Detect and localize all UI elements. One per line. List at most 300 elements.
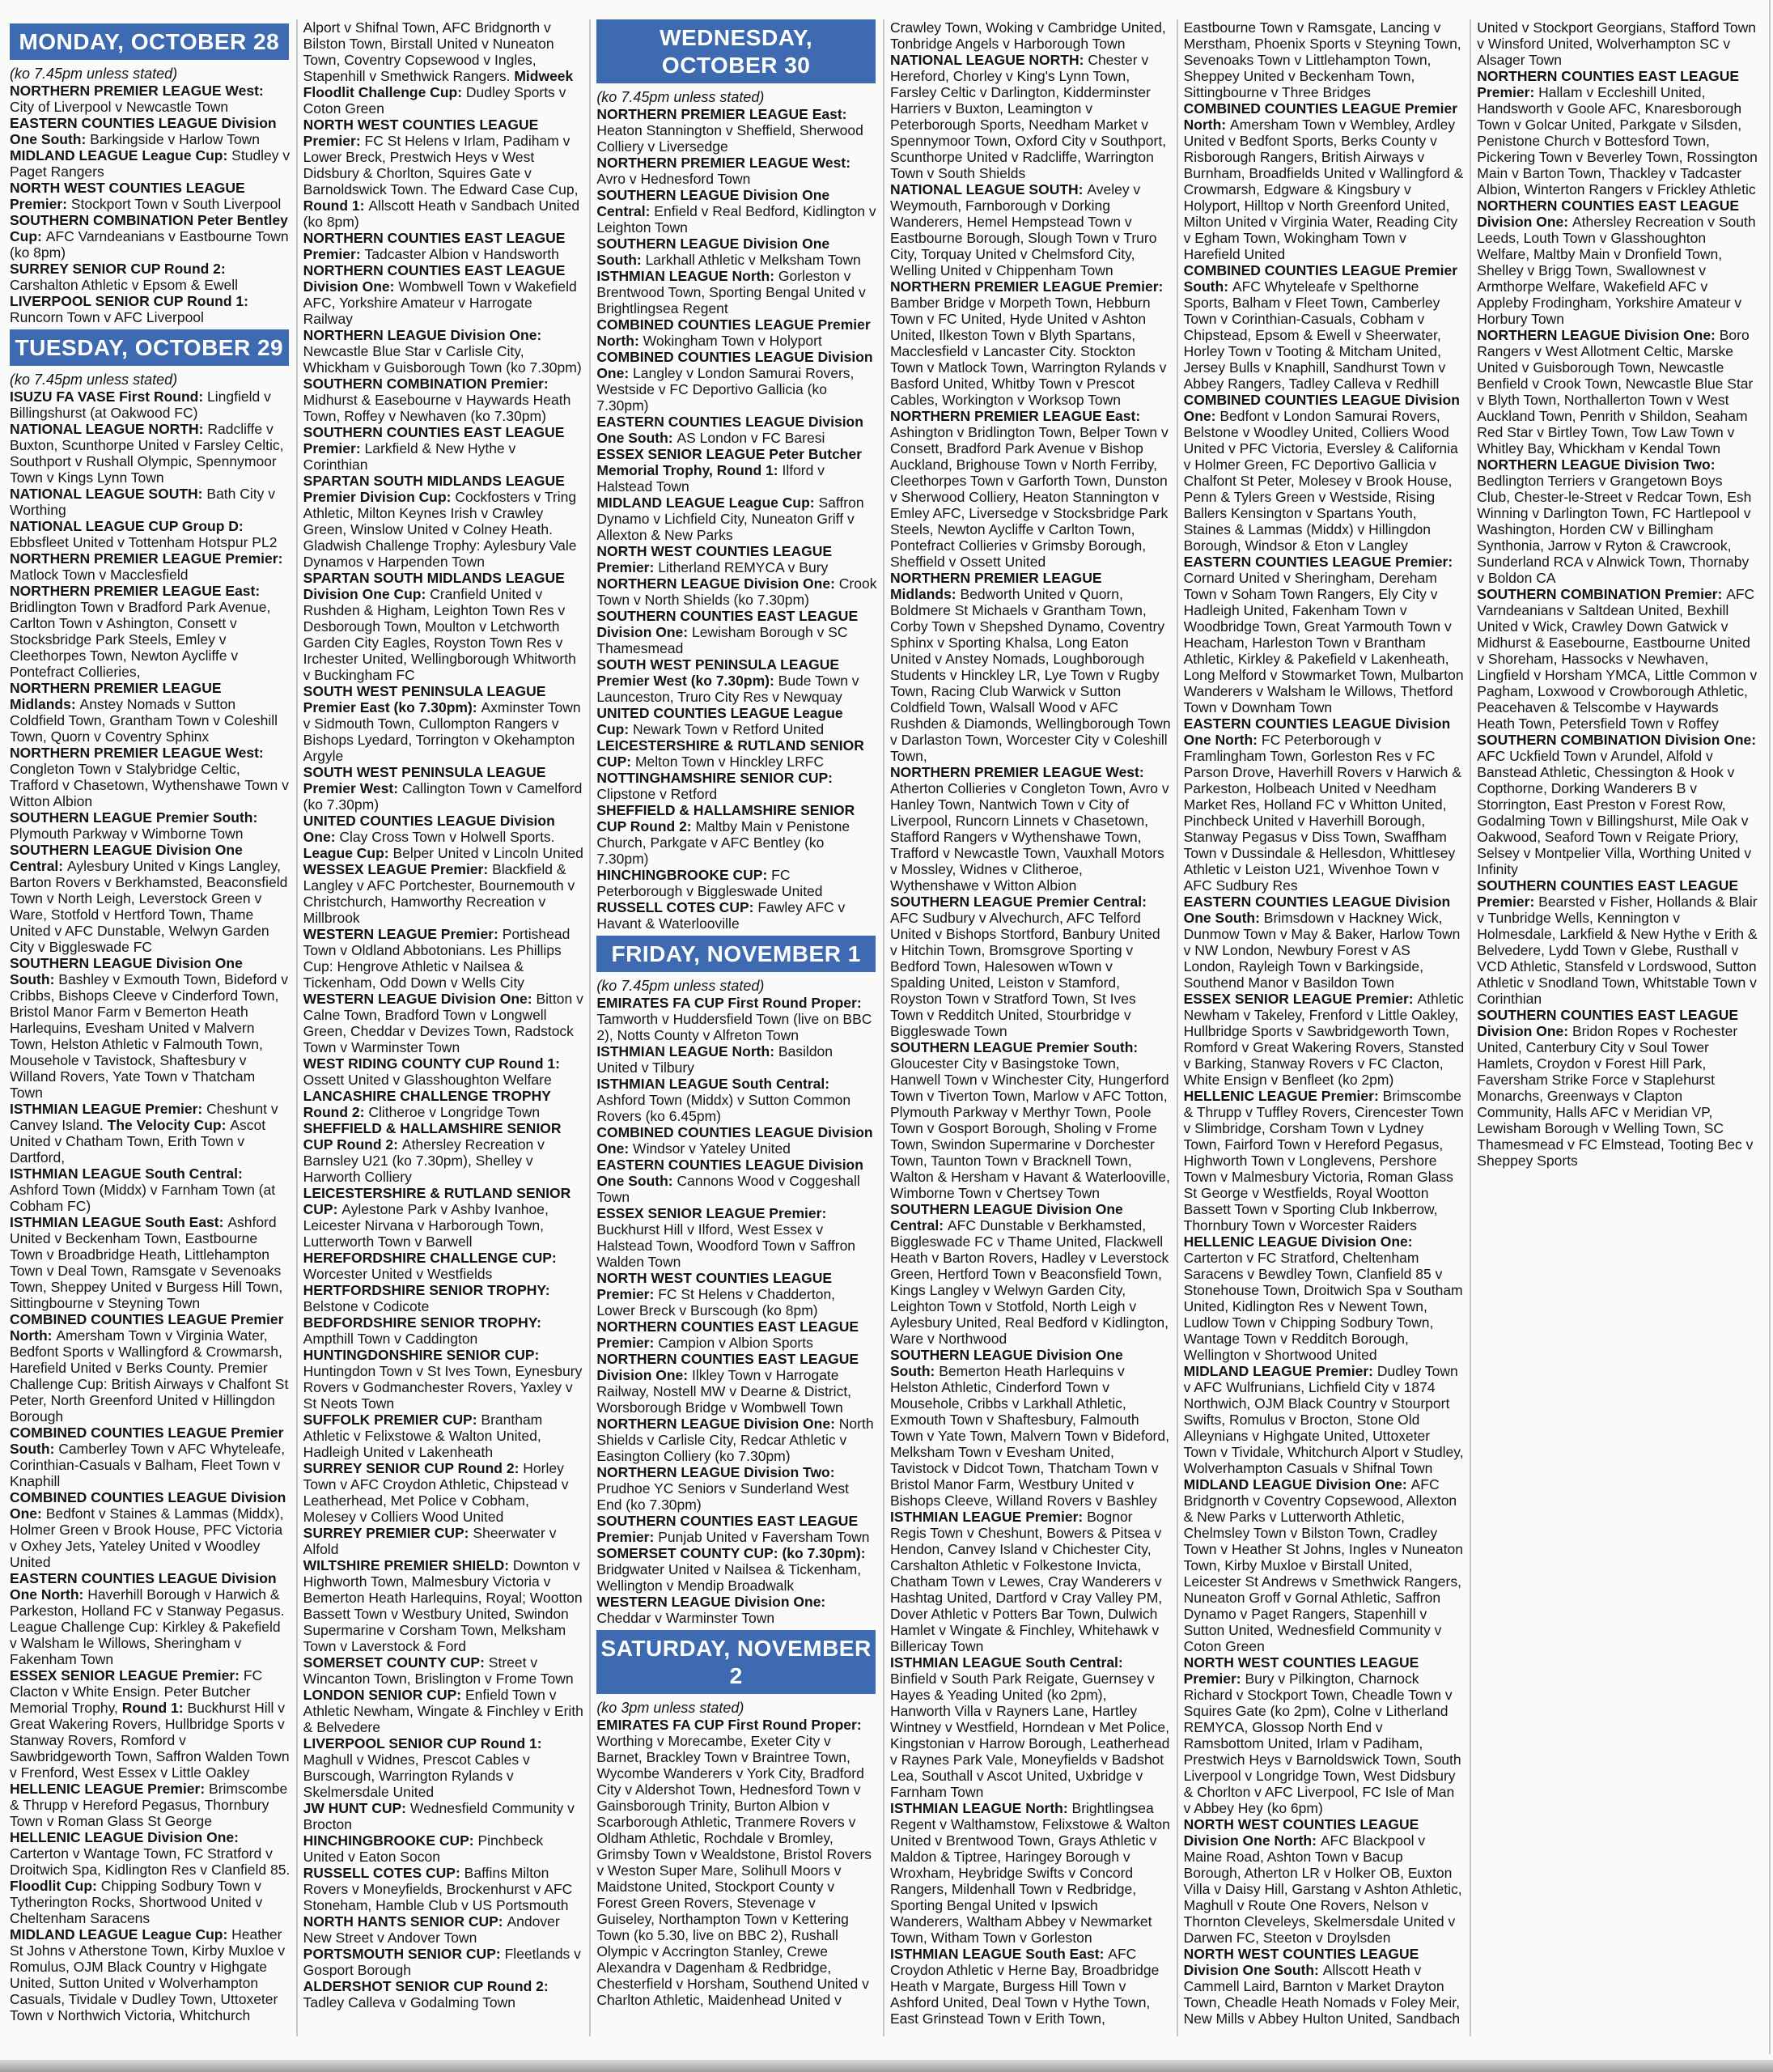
fixtures-text: AFC Whyteleafe v Spelthorne Sports, Balham v Fleet Town, Camberley Town v Corinthian-Casuals, Cobham v Chipstead, Epsom & Ewell v Sheerwater, Horley Town v Tooting & Mitcham United, Jersey Bulls v Knaphill, Sandhurst Town v Abbey Rangers, Tadley Calleva v Redhill <box>1183 278 1446 392</box>
fixtures-text: Fleetlands v Gosport Borough <box>303 1946 581 1978</box>
fixture-entry <box>890 278 1171 408</box>
league-label: League Cup: <box>303 845 393 861</box>
fixtures-text: Bude Town v Launceston, Truro City Res v Newquay <box>596 673 859 705</box>
fixtures-text: Radcliffe v Buxton, Scunthorpe United v Farsley Celtic, Southport v Rushall Olympic, Spennymoor Town v Kings Lynn Town <box>10 421 284 486</box>
fixture-entry <box>10 147 291 180</box>
fixtures-text: Cornard United v Sheringham, Dereham Town v Soham Town Rangers, Ely City v Hadleigh United, Fakenham Town v Woodbridge Town, Great Yarmouth Town v Heacham, Harleston Town v Brantham Athletic, Kirkley & Pakefield v Lakenheath, Long Melford v Stowmarket Town, Mulbarton Wanderers v Walsham le Willows, Thetford Town v Downham Town <box>1183 570 1464 715</box>
fixture-entry <box>10 388 291 421</box>
fixtures-text: Congleton Town v Stalybridge Celtic, Trafford v Chasetown, Wythenshawe Town v Witton Albion <box>10 761 289 809</box>
league-label: HUNTINGDONSHIRE SENIOR CUP: <box>303 1347 540 1363</box>
fixture-entry <box>303 926 584 991</box>
fixtures-text: City of Liverpool v Newcastle Town <box>10 99 229 115</box>
fixtures-text: Bridlington Town v Bradford Park Avenue, Carlton Town v Ashington, Consett v Stocksbridge Park Steels, Emley v Cleethorpes Town, Newton Aycliffe v Pontefract Collieries, <box>10 599 271 680</box>
kickoff-note: (ko 7.45pm unless stated) <box>10 372 178 388</box>
fixture-entry <box>1477 456 1758 586</box>
league-label: HINCHINGBROOKE CUP: <box>596 867 772 883</box>
fixture-entry <box>596 1076 877 1124</box>
fixture-entry <box>303 1055 584 1088</box>
fixtures-text: Andover New Street v Andover Town <box>303 1913 560 1946</box>
league-label: LONDON SENIOR CUP: <box>303 1687 465 1703</box>
fixtures-text: AFC Croydon Athletic v Herne Bay, Broadbridge Heath v Margate, Burgess Hill Town v Ashford United, Deal Town v Hythe Town, East Grinstead Town v Erith Town, Eastbourne Town v Ramsgate, Lancing v Merstham, Phoenix Sports v Steyning Town, Sevenoaks Town v Littlehampton Town, Sheppey United v Beckenham Town, Sittingbourne v Three Bridges <box>889 19 1461 2027</box>
league-label: SOUTHERN LEAGUE Division One Central: <box>889 1201 1123 1233</box>
fixture-entry <box>1184 1476 1465 1654</box>
fixture-entry <box>596 737 877 770</box>
league-label: EASTERN COUNTIES LEAGUE Division One North: <box>10 1570 277 1603</box>
fixtures-text: Aylestone Park v Ashby Ivanhoe, Leicester Nirvana v Harborough Town, Lutterworth Town v Barwell <box>303 1201 549 1250</box>
league-label: SOUTHERN COUNTIES EAST LEAGUE Premier: <box>1477 877 1739 910</box>
fixtures-text: Heather St Johns v Atherstone Town, Kirby Muxloe v Romulus, OJM Black Country v Highgate United, Sutton United v Wolverhampton Casuals, Tividale v Dudley Town, Uttoxeter Town v Northwich Victoria, Whitchurch Alport v Shifnal Town, AFC Bridgnorth v Bilston Town, Birstall United v Nuneaton Town, Coventry Copsewood v Ingles, Stapenhill v Smethwick Rangers. <box>10 19 554 2023</box>
league-label: NORTHERN COUNTIES EAST LEAGUE Premier: <box>596 1318 859 1351</box>
league-label: ESSEX SENIOR LEAGUE Premier: <box>10 1667 244 1684</box>
fixture-entry <box>890 408 1171 570</box>
fixture-entry <box>1184 1654 1465 1816</box>
fixture-entry <box>10 680 291 745</box>
fixture-entry <box>303 376 584 424</box>
fixture-entry <box>303 1460 584 1525</box>
league-label: MIDLAND LEAGUE League Cup: <box>596 495 819 511</box>
league-label: NORTH WEST COUNTIES LEAGUE Premier: <box>596 543 833 575</box>
fixture-entry <box>303 1687 584 1735</box>
league-label: ISTHMIAN LEAGUE North: <box>889 1800 1072 1816</box>
league-label: Round 1: <box>121 1700 188 1716</box>
fixtures-text: Allscott Heath v Cammell Laird, Barnton v Market Drayton Town, Cheadle Heath Nomads v Foley Meir, New Mills v Abbey Hulton United, Sandbach United v Stockport Georgians, Stafford Town v Winsford United, Wolverhampton SC v Alsager Town <box>1183 19 1756 2027</box>
league-label: MIDLAND LEAGUE League Cup: <box>10 1926 232 1942</box>
fixtures-text: Baffins Milton Rovers v Moneyfields, Brockenhurst v AFC Stoneham, Hamble Club v US Portsmouth <box>303 1865 573 1913</box>
fixtures-text: Chester v Hereford, Chorley v King's Lynn Town, Farsley Celtic v Darlington, Kidderminster Harriers v Buxton, Leamington v Peterborough Sports, Needham Market v Spennymoor Town, Oxford City v Southport, Scunthorpe United v Radcliffe, Warrington Town v South Shields <box>889 52 1167 181</box>
fixture-entry <box>10 1570 291 1667</box>
fixture-entry <box>596 106 877 155</box>
day-header: MONDAY, OCTOBER 28 <box>10 23 289 60</box>
fixture-entry <box>596 316 877 349</box>
fixtures-text: Downton v Highworth Town, Malmesbury Victoria v Bemerton Heath Harlequins, Royal; Wootton Bassett Town v Westbury United, Swindon Supermarine v Corsham Town, Melksham Town v Laverstock & Ford <box>303 1557 583 1654</box>
fixtures-text: Ossett United v Glasshoughton Welfare <box>303 1072 552 1088</box>
league-label: UNITED COUNTIES LEAGUE League Cup: <box>596 705 843 737</box>
fixture-entry <box>10 1101 291 1166</box>
league-label: NORTH HANTS SENIOR CUP: <box>303 1913 507 1930</box>
fixture-entry <box>596 446 877 495</box>
league-label: Floodlit Cup: <box>10 1878 101 1894</box>
fixtures-text: AFC Blackpool v Maine Road, Ashton Town v Bacup Borough, Atherton LR v Holker OB, Euxton Villa v Daisy Hill, Garstang v Ashton Athletic, Maghull v Route One Rovers, Nelson v Thornton Cleveleys, Skelmersdale United v Darwen FC, Steeton v Droylsden <box>1183 1832 1462 1946</box>
fixture-entry <box>890 1201 1171 1347</box>
league-label: SOUTHERN LEAGUE Premier Central: <box>889 894 1147 910</box>
fixtures-text: Athletic Newham v Takeley, Frenford v Little Oakley, Hullbridge Sports v Sawbridgeworth Town, Romford v Great Wakering Rovers, Stansted v Barking, Stanway Rovers v FC Clacton, White Ensign v Benfleet (ko 2pm) <box>1183 991 1465 1088</box>
league-label: NORTHERN COUNTIES EAST LEAGUE Premier: <box>1477 68 1740 100</box>
fixture-entry <box>1184 262 1465 392</box>
fixture-entry <box>596 1594 877 1626</box>
fixture-entry <box>303 327 584 376</box>
fixtures-text: Ashford Town (Middx) v Sutton Common Rovers (ko 6.45pm) <box>596 1092 851 1124</box>
fixtures-text: Hallam v Eccleshill United, Handsworth v Goole AFC, Knaresborough Town v Golcar United, Parkgate v Silsden, Penistone Church v Bottesford Town, Pickering Town v Beverley Town, Rossington Main v Barton Town, Thackley v Tadcaster Albion, Winterton Rangers v Frickley Athletic <box>1477 84 1758 197</box>
fixture-entry <box>1477 877 1758 1007</box>
fixtures-text: Plymouth Parkway v Wimborne Town <box>10 826 244 842</box>
league-label: SOUTHERN COUNTIES EAST LEAGUE Division One: <box>1477 1007 1739 1039</box>
fixtures-text: Runcorn Town v AFC Liverpool <box>10 309 204 325</box>
fixture-entry <box>303 813 584 861</box>
fixtures-text: Ashington v Bridlington Town, Belper Town v Consett, Bradford Park Avenue v Bishop Auckland, Brighouse Town v North Ferriby, Cleethorpes Town v Garforth Town, Dunston v Sherwood Colliery, Heaton Stannington v Emley AFC, Liversedge v Stocksbridge Park Steels, Newton Aycliffe v Carlton Town, Pontefract Collieries v Grimsby Borough, Sheffield v Ossett United <box>889 424 1169 570</box>
fixtures-text: Langley v London Samurai Rovers, Westside v FC Deportivo Gallicia (ko 7.30pm) <box>596 365 855 414</box>
league-label: LIVERPOOL SENIOR CUP Round 1: <box>303 1735 542 1751</box>
league-label: ISUZU FA VASE First Round: <box>10 388 208 405</box>
fixture-entry <box>303 1120 584 1185</box>
fixture-entry <box>596 349 877 414</box>
league-label: NORTH WEST COUNTIES LEAGUE Premier: <box>1183 1654 1419 1687</box>
league-label: NORTHERN PREMIER LEAGUE West: <box>10 745 264 761</box>
fixture-entry <box>596 187 877 236</box>
fixture-entry <box>303 424 584 473</box>
league-label: COMBINED COUNTIES LEAGUE Division One: <box>596 1124 873 1157</box>
fixture-entry <box>596 995 877 1043</box>
league-label: SUFFOLK PREMIER CUP: <box>303 1412 481 1428</box>
fixture-entry <box>1477 327 1758 456</box>
fixture-entry <box>303 1185 584 1250</box>
league-label: EMIRATES FA CUP First Round Proper: <box>596 995 862 1011</box>
day-header: FRIDAY, NOVEMBER 1 <box>596 936 876 972</box>
league-label: WESTERN LEAGUE Division One: <box>596 1594 826 1610</box>
fixtures-text: Bedfont v London Samurai Rovers, Belstone v Woodley United, Colliers Wood United v PFC Victoria, Eversley & California v Holmer Green, FC Deportivo Gallicia v Chalfont St Peter, Molesey v Brook House, Penn & Tylers Green v Westside, Rising Ballers Kensington v Spartans Youth, Staines & Lammas (Middx) v Hillingdon Borough, Windsor & Eton v Langley <box>1183 408 1458 554</box>
fixtures-text: Chipping Sodbury Town v Tytherington Rocks, Shortwood United v Cheltenham Saracens <box>10 1878 263 1926</box>
fixture-entry <box>890 1800 1171 1946</box>
league-label: UNITED COUNTIES LEAGUE Division One: <box>303 813 555 845</box>
fixtures-text: AFC Varndeanians v Eastbourne Town (ko 8pm) <box>10 228 289 261</box>
fixture-entry <box>303 991 584 1055</box>
fixtures-text: Tadcaster Albion v Handsworth <box>364 246 559 262</box>
fixtures-text: Newark Town v Retford United <box>633 721 825 737</box>
league-label: SOUTHERN LEAGUE Division One Central: <box>596 187 830 219</box>
league-label: LEICESTERSHIRE & RUTLAND SENIOR CUP: <box>303 1185 571 1217</box>
fixtures-text: Camberley Town v AFC Whyteleafe, Corinthian-Casuals v Balham, Fleet Town v Knaphill <box>10 1441 286 1489</box>
league-label: NORTHERN COUNTIES EAST LEAGUE Division One: <box>596 1351 859 1383</box>
league-label: WILTSHIRE PREMIER SHIELD: <box>303 1557 513 1573</box>
fixtures-text: Fawley AFC v Havant & Waterlooville <box>596 899 846 932</box>
league-label: COMBINED COUNTIES LEAGUE Division One: <box>1183 392 1460 424</box>
fixtures-text: Boro Rangers v West Allotment Celtic, Marske United v Guisborough Town, Newcastle Benfield v Crook Town, Newcastle Blue Star v Blyth Town, Northallerton Town v West Auckland Town, Penrith v Shildon, Seaham Red Star v Birtley Town, Tow Law Town v Whitley Bay, Whickham v Kendal Town <box>1477 327 1754 456</box>
fixtures-text: AFC Uckfield Town v Arundel, Alfold v Banstead Athletic, Chessington & Hook v Copthorne, Dorking Wanderers B v Storrington, East Preston v Forest Row, Godalming Town v Billingshurst, Mile Oak v Oakwood, Seaford Town v Reigate Priory, Selsey v Montpelier Villa, Worthing United v Infinity <box>1477 748 1752 877</box>
fixtures-text: AFC Dunstable v Berkhamsted, Biggleswade FC v Thame United, Flackwell Heath v Barton Rovers, Hadley v Leverstock Green, Hertford Town v Beaconsfield Town, Kings Langley v Welwyn Garden City, Leighton Town v Stotfold, North Leigh v Aylesbury United, Real Bedford v Kidlington, Ware v Northwood <box>889 1217 1169 1347</box>
league-label: SURREY PREMIER CUP: <box>303 1525 473 1541</box>
fixture-entry <box>10 180 291 212</box>
fixture-entry <box>890 181 1171 278</box>
fixtures-text: Allscott Heath v Sandbach United (ko 8pm) <box>303 197 580 230</box>
fixtures-text: Brimsdown v Hackney Wick, Dunmow Town v May & Baker, Harlow Town v NW London, Newbury Forest v AS London, Rayleigh Town v Barkingside, Southend Manor v Basildon Town <box>1183 910 1461 991</box>
league-label: SPARTAN SOUTH MIDLANDS LEAGUE Premier Division Cup: <box>303 473 565 505</box>
fixtures-text: Larkfield & New Hythe v Corinthian <box>303 440 516 473</box>
league-label: EASTERN COUNTIES LEAGUE Division One South: <box>596 1157 863 1189</box>
league-label: ISTHMIAN LEAGUE Premier: <box>10 1101 207 1117</box>
fixtures-text: Wednesfield Community v Brocton <box>303 1800 575 1832</box>
fixtures-text: Buckhurst Hill v Ilford, West Essex v Halstead Town, Woodford Town v Saffron Walden Town <box>596 1221 856 1270</box>
fixture-entry <box>1184 991 1465 1088</box>
fixtures-text: Enfield v Real Bedford, Kidlington v Leighton Town <box>596 203 876 236</box>
fixtures-text: Blackfield & Langley v AFC Portchester, Bournemouth v Christchurch, Hamworthy Recreation v Millbrook <box>303 861 575 926</box>
fixture-entry <box>303 861 584 926</box>
league-label: LEICESTERSHIRE & RUTLAND SENIOR CUP: <box>596 737 864 770</box>
fixture-entry <box>303 764 584 813</box>
league-label: NORTHERN PREMIER LEAGUE East: <box>596 106 847 122</box>
league-label: BEDFORDSHIRE SENIOR TROPHY: <box>303 1314 541 1331</box>
league-label: NORTHERN PREMIER LEAGUE Midlands: <box>10 680 222 712</box>
fixtures-text: Athersley Recreation v South Leeds, Louth Town v Glasshoughton Welfare, Maltby Main v Dronfield Town, Shelley v Brigg Town, Swallownest v Armthorpe Welfare, Wakefield AFC v Appleby Frodingham, Yorkshire Amateur v Horbury Town <box>1477 214 1756 327</box>
fixtures-text: FC Peterborough v Framlingham Town, Gorleston Res v FC Parson Drove, Haverhill Rovers v Harwich & Parkeston, Holbeach United v Needham Market Res, Holland FC v Whitton United, Pinchbeck United v Haverhill Borough, Stanway Pegasus v Diss Town, Swaffham Town v Dussindale & Hellesdon, Whittlesey Athletic v Leiston U21, Wivenhoe Town v AFC Sudbury Res <box>1183 732 1461 894</box>
fixture-entry <box>10 1667 291 1781</box>
fixtures-text: Bashley v Exmouth Town, Bideford v Cribbs, Bishops Cleeve v Cinderford Town, Bristol Manor Farm v Bemerton Heath Harlequins, Evesham United v Malvern Town, Helston Athletic v Falmouth Town, Mousehole v Tavistock, Shaftesbury v Willand Rovers, Yate Town v Thatcham Town <box>10 971 288 1101</box>
fixture-entry <box>10 745 291 809</box>
fixture-entry <box>10 1166 291 1214</box>
fixtures-text: Ashford Town (Middx) v Farnham Town (at Cobham FC) <box>10 1182 276 1214</box>
league-label: EASTERN COUNTIES LEAGUE Premier: <box>1183 554 1453 570</box>
league-label: NORTHERN LEAGUE Division Two: <box>1477 456 1716 473</box>
fixtures-text: Cranfield United v Rushden & Higham, Leighton Town Res v Desborough Town, Moulton v Letchworth Garden City Eagles, Royston Town Res v Irchester United, Wellingborough Whitworth v Buckingham FC <box>303 586 576 683</box>
fixtures-text: Cheshunt v Canvey Island. <box>10 1101 278 1133</box>
league-label: ISTHMIAN LEAGUE North: <box>596 268 778 284</box>
fixture-entry <box>1184 1363 1465 1476</box>
fixtures-text: Ilford v Halstead Town <box>596 462 825 495</box>
league-label: COMBINED COUNTIES LEAGUE Premier South: <box>10 1424 284 1457</box>
fixture-entry <box>10 809 291 842</box>
fixture-entry <box>10 1424 291 1489</box>
fixtures-text: Saffron Dynamo v Lichfield City, Nuneaton Griff v Allexton & New Parks <box>596 495 864 543</box>
fixtures-text: FC Clacton v White Ensign. Peter Butcher Memorial Trophy, <box>10 1667 263 1716</box>
fixtures-text: Athersley Recreation v Barnsley U21 (ko 7.30pm), Shelley v Harworth Colliery <box>303 1136 545 1185</box>
league-label: ISTHMIAN LEAGUE South Central: <box>889 1654 1123 1671</box>
fixtures-text: Avro v Hednesford Town <box>596 171 751 187</box>
fixture-entry <box>596 414 877 446</box>
league-label: SOMERSET COUNTY CUP: (ko 7.30pm): <box>596 1545 866 1561</box>
league-label: SPARTAN SOUTH MIDLANDS LEAGUE Division One Cup: <box>303 570 565 602</box>
league-label: COMBINED COUNTIES LEAGUE Premier North: <box>596 316 871 349</box>
league-label: Round 1: <box>303 197 369 214</box>
fixtures-text: Matlock Town v Macclesfield <box>10 567 189 583</box>
league-label: SOUTHERN COMBINATION Premier: <box>1477 586 1727 602</box>
league-label: NORTHERN PREMIER LEAGUE East: <box>10 583 261 599</box>
fixtures-text: Ebbsfleet United v Tottenham Hotspur PL2 <box>10 534 278 550</box>
fixtures-text: Clay Cross Town v Holwell Sports. <box>339 829 555 845</box>
fixtures-text: Portishead Town v Oldland Abbotonians. Les Phillips Cup: Hengrove Athletic v Nailsea & Tickenham, Odd Down v Wells City <box>303 926 570 991</box>
league-label: NATIONAL LEAGUE SOUTH: <box>10 486 207 502</box>
fixture-entry <box>303 1865 584 1913</box>
fixture-entry <box>596 608 877 656</box>
fixtures-text: Bamber Bridge v Morpeth Town, Hebburn Town v FC United, Hyde United v Ashton United, Ilkeston Town v Blyth Spartans, Macclesfield v Lancaster City. Stockton Town v Matlock Town, Warrington Rylands v Basford United, Whitby Town v Prescot Cables, Workington v Worksop Town <box>889 295 1167 408</box>
league-label: NORTH WEST COUNTIES LEAGUE Premier: <box>596 1270 833 1302</box>
fixture-entry <box>890 52 1171 181</box>
fixture-entry <box>10 1489 291 1570</box>
fixture-entry <box>1184 894 1465 991</box>
fixture-entry <box>10 842 291 955</box>
fixtures-text: Brimscombe & Thrupp v Hereford Pegasus, Thornbury Town v Roman Glass St George <box>10 1781 288 1829</box>
fixtures-text: Binfield v South Park Reigate, Guernsey v Hayes & Yeading United (ko 2pm), Hanworth Villa v Rayners Lane, Hartley Wintney v Westfield, Horndean v Met Police, Kingstonian v Harrow Borough, Leatherhead v Raynes Park Vale, Moneyfields v Badshot Lea, Southall v Ascot United, Uxbridge v Farnham Town <box>889 1671 1170 1800</box>
fixtures-text: Campion v Albion Sports <box>658 1335 813 1351</box>
fixtures-text: Brimscombe & Thrupp v Tuffley Rovers, Cirencester Town v Slimbridge, Corsham Town v Lydney Town, Fairford Town v Hereford Pegasus, Highworth Town v Longlevens, Pershore Town v Malmesbury Victoria, Roman Glass St George v Westfields, Royal Wootton Bassett Town v Sporting Club Inkberrow, Thornbury Town v Worcester Raiders <box>1183 1088 1464 1233</box>
kickoff-note: (ko 7.45pm unless stated) <box>596 978 765 994</box>
fixtures-text: Sheerwater v Alfold <box>303 1525 557 1557</box>
fixture-entry <box>890 1509 1171 1654</box>
fixture-entry <box>1477 732 1758 877</box>
league-label: NORTHERN PREMIER LEAGUE West: <box>10 83 264 99</box>
fixtures-text: Bedfont v Staines & Lammas (Middx), Holmer Green v Brook House, PFC Victoria v Oxhey Jets, Yateley United v Woodley United <box>10 1505 284 1570</box>
fixtures-text: Tadley Calleva v Godalming Town <box>303 1994 515 2010</box>
league-label: HERTFORDSHIRE SENIOR TROPHY: <box>303 1282 550 1298</box>
fixtures-text: Cockfosters v Tring Athletic, Milton Keynes Irish v Crawley Green, Winslow United v Colney Heath. Gladwish Challenge Trophy: Aylesbury Vale Dynamos v Harpenden Town <box>303 489 577 570</box>
fixture-entry <box>303 1946 584 1978</box>
league-label: ISTHMIAN LEAGUE South Central: <box>596 1076 830 1092</box>
league-label: SOUTHERN COMBINATION Premier: <box>303 376 549 392</box>
fixture-entry <box>890 1347 1171 1509</box>
fixture-entry <box>10 212 291 261</box>
fixtures-text: Bath City v Worthing <box>10 486 276 518</box>
fixtures-text: FC Peterborough v Biggleswade United <box>596 867 823 899</box>
league-label: NORTHERN PREMIER LEAGUE Midlands: <box>889 570 1102 602</box>
fixtures-text: Bedworth United v Quorn, Boldmere St Michaels v Grantham Town, Corby Town v Shepshed Dynamo, Coventry Sphinx v Sporting Khalsa, Long Eaton United v Anstey Nomads, Loughborough Students v Hinckley LR, Lye Town v Rugby Town, Racing Club Warwick v Sutton Coldfield Town, Walsall Wood v AFC Rushden & Diamonds, Wellingborough Town v Darlaston Town, Worcester City v Coleshill Town, <box>889 586 1171 764</box>
fixture-entry <box>10 261 291 293</box>
fixture-entry <box>1184 1088 1465 1233</box>
fixture-entry <box>596 543 877 575</box>
fixture-entry <box>10 1311 291 1424</box>
fixtures-text: Callington Town v Camelford (ko 7.30pm) <box>303 780 583 813</box>
league-label: NORTHERN LEAGUE Division Two: <box>596 1464 835 1480</box>
league-label: COMBINED COUNTIES LEAGUE Premier North: <box>10 1311 284 1344</box>
fixtures-text: Crook Town v North Shields (ko 7.30pm) <box>596 575 877 608</box>
league-label: SOUTHERN COMBINATION Division One: <box>1477 732 1757 748</box>
fixtures-text: Dudley Town v AFC Wulfrunians, Lichfield City v 1874 Northwich, OJM Black Country v Stourport Swifts, Romulus v Brocton, Stone Old Alleynians v Highgate United, Uttoxeter Town v Tividale, Whitchurch Alport v Studley, Wolverhampton Casuals v Shifnal Town <box>1183 1363 1464 1476</box>
fixtures-text: Brightlingsea Regent v Walthamstow, Felixstowe & Walton United v Brentwood Town, Grays Athletic v Maldon & Tiptree, Haringey Borough v Wroxham, Heybridge Swifts v Concord Rangers, Mildenhall Town v Redbridge, Sporting Bengal United v Ipswich Wanderers, Waltham Abbey v Newmarket Town, Witham Town v Gorleston <box>889 1800 1170 1946</box>
league-label: ISTHMIAN LEAGUE South Central: <box>10 1166 243 1182</box>
league-label: NATIONAL LEAGUE SOUTH: <box>889 181 1088 197</box>
fixtures-text: Litherland REMYCA v Bury <box>658 559 829 575</box>
league-label: NORTHERN PREMIER LEAGUE West: <box>889 764 1144 780</box>
fixtures-text: Street v Wincanton Town, Brislington v Frome Town <box>303 1654 574 1687</box>
fixtures-text: Worcester United v Westfields <box>303 1266 493 1282</box>
league-label: NORTHERN LEAGUE Division One: <box>303 327 542 343</box>
fixture-entry <box>10 421 291 486</box>
fixtures-text: Axminster Town v Sidmouth Town, Cullompton Rangers v Bishops Lyedard, Torrington v Okehampton Argyle <box>303 699 581 764</box>
league-label: LANCASHIRE CHALLENGE TROPHY Round 2: <box>303 1088 551 1120</box>
fixture-entry <box>303 1832 584 1865</box>
fixture-entry <box>890 764 1171 894</box>
fixture-entry <box>596 1318 877 1351</box>
fixtures-text: Amersham Town v Wembley, Ardley United v Bedfont Sports, Berks County v Risborough Rangers, British Airways v Burnham, Broadfields United v Wallingford & Crowmarsh, Edgware & Kingsbury v Holyport, Hilltop v North Greenford United, Milton United v Virginia Water, Reading City v Egham Town, Wokingham Town v Harefield United <box>1183 117 1464 262</box>
fixtures-text: Newcastle Blue Star v Carlisle City, Whickham v Guisborough Town (ko 7.30pm) <box>303 343 582 376</box>
league-label: HELLENIC LEAGUE Division One: <box>1183 1233 1413 1250</box>
fixtures-text: Maltby Main v Penistone Church, Parkgate v AFC Bentley (ko 7.30pm) <box>596 818 850 867</box>
fixtures-text: Huntingdon Town v St Ives Town, Eynesbury Rovers v Godmanchester Rovers, Yaxley v St Neots Town <box>303 1363 583 1412</box>
league-label: NORTHERN LEAGUE Division One: <box>596 575 839 592</box>
league-label: SOUTH WEST PENINSULA LEAGUE Premier East (ko 7.30pm): <box>303 683 546 715</box>
fixture-entry <box>303 1282 584 1314</box>
fixture-entry <box>303 117 584 230</box>
fixtures-text: Bognor Regis Town v Cheshunt, Bowers & Pitsea v Hendon, Canvey Island v Chichester City, Carshalton Athletic v Folkestone Invicta, Chatham Town v Lewes, Cray Wanderers v Hashtag United, Dartford v Cray Valley PM, Dover Athletic v Potters Bar Town, Dulwich Hamlet v Wingate & Finchley, Whitehawk v Billericay Town <box>889 1509 1163 1654</box>
league-label: SOUTHERN LEAGUE Division One South: <box>889 1347 1123 1379</box>
fixture-entry <box>1477 68 1758 197</box>
league-label: NATIONAL LEAGUE CUP Group D: <box>10 518 244 534</box>
league-label: SOUTHERN COUNTIES EAST LEAGUE Division One: <box>596 608 859 640</box>
league-label: ALDERSHOT SENIOR CUP Round 2: <box>303 1978 549 1994</box>
fixture-entry <box>596 268 877 316</box>
league-label: SOUTHERN LEAGUE Division One South: <box>10 955 243 987</box>
fixtures-text: AFC Sudbury v Alvechurch, AFC Telford United v Bishops Stortford, Banbury United v Hitchin Town, Bromsgrove Sporting v Bedford Town, Halesowen wTown v Spalding United, Leiston v Stamford, Royston Town v Stratford Town, St Ives Town v Redditch United, Stourbridge v Biggleswade Town <box>889 910 1160 1039</box>
fixtures-text: Gorleston v Brentwood Town, Sporting Bengal United v Brightlingsea Regent <box>596 268 866 316</box>
fixture-entry <box>596 1157 877 1205</box>
fixtures-text: Brantham Athletic v Felixstowe & Walton United, Hadleigh United v Lakenheath <box>303 1412 543 1460</box>
fixture-entry <box>596 495 877 543</box>
fixtures-text: Pinchbeck United v Eaton Socon <box>303 1832 544 1865</box>
league-label: SOMERSET COUNTY CUP: <box>303 1654 489 1671</box>
fixture-entry <box>303 1525 584 1557</box>
league-label: WESSEX LEAGUE Premier: <box>303 861 493 877</box>
fixture-entry <box>303 1800 584 1832</box>
fixtures-text: Cannons Wood v Coggeshall Town <box>596 1173 860 1205</box>
league-label: Midweek Floodlit Challenge Cup: <box>303 68 574 100</box>
fixture-entry <box>1184 1816 1465 1946</box>
league-label: EASTERN COUNTIES LEAGUE Division One South: <box>1183 894 1451 926</box>
fixture-entry <box>303 1654 584 1687</box>
league-label: EASTERN COUNTIES LEAGUE Division One South: <box>10 115 277 147</box>
league-label: SOUTH WEST PENINSULA LEAGUE Premier West: <box>303 764 546 796</box>
fixtures-text: Melton Town v Hinckley LRFC <box>634 754 825 770</box>
fixtures-text: Carshalton Athletic v Epsom & Ewell <box>10 277 239 293</box>
league-label: SOUTHERN LEAGUE Division One South: <box>596 236 830 268</box>
fixture-entry <box>10 518 291 550</box>
fixture-entry <box>596 1513 877 1545</box>
fixtures-text: Lewisham Borough v SC Thamesmead <box>596 624 848 656</box>
league-label: ESSEX SENIOR LEAGUE Premier: <box>596 1205 827 1221</box>
fixture-entry <box>303 1735 584 1800</box>
fixtures-text: Atherton Collieries v Congleton Town, Avro v Hanley Town, Nantwich Town v City of Liverpool, Runcorn Linnets v Chasetown, Stafford Rangers v Wythenshawe Town, Trafford v Newcastle Town, Vauxhall Motors v Mossley, Widnes v Clitheroe, Wythenshawe v Witton Albion <box>889 780 1169 894</box>
fixture-entry <box>596 705 877 737</box>
fixture-entry <box>1184 715 1465 894</box>
league-label: NORTHERN COUNTIES EAST LEAGUE Division One: <box>303 262 566 295</box>
league-label: NORTHERN PREMIER LEAGUE Premier: <box>889 278 1164 295</box>
fixtures-text: Bridon Ropes v Rochester United, Canterbury City v Soul Tower Hamlets, Croydon v Forest Hill Park, Faversham Strike Force v Staplehurst Monarchs, Greenways v Clapton Community, Halls AFC v Meridian VP, Lewisham Borough v Welling Town, SC Thamesmead v FC Elmstead, Tooting Bec v Sheppey Sports <box>1477 1023 1754 1169</box>
kickoff-note: (ko 3pm unless stated) <box>596 1700 744 1716</box>
league-label: COMBINED COUNTIES LEAGUE Division One: <box>10 1489 286 1522</box>
league-label: NORTHERN COUNTIES EAST LEAGUE Premier: <box>303 230 566 262</box>
fixtures-text: Basildon United v Tilbury <box>596 1043 833 1076</box>
league-label: NORTH WEST COUNTIES LEAGUE Division One North: <box>1183 1816 1419 1849</box>
fixture-entry <box>1477 1007 1758 1169</box>
league-label: SHEFFIELD & HALLAMSHIRE SENIOR CUP Round 2: <box>596 802 855 834</box>
fixture-entry <box>1477 586 1758 732</box>
league-label: EMIRATES FA CUP First Round Proper: <box>596 1717 862 1733</box>
fixture-entry <box>303 683 584 764</box>
fixtures-text: AS London v FC Baresi <box>677 430 825 446</box>
fixture-entry <box>890 1039 1171 1201</box>
fixtures-text: Aylesbury United v Kings Langley, Barton Rovers v Berkhamsted, Beaconsfield Town v North Leigh, Leverstock Green v Ware, Stotfold v Hertford Town, Thame United v AFC Dunstable, Welwyn Garden City v Biggleswade FC <box>10 858 288 955</box>
fixtures-text: Midhurst & Easebourne v Haywards Heath Town, Roffey v Newhaven (ko 7.30pm) <box>303 392 571 424</box>
fixture-entry <box>596 1270 877 1318</box>
league-label: MIDLAND LEAGUE Division One: <box>1183 1476 1411 1492</box>
league-label: NORTHERN LEAGUE Division One: <box>1477 327 1720 343</box>
fixtures-text: Tamworth v Huddersfield Town (live on BBC 2), Notts County v Alfreton Town <box>596 1011 872 1043</box>
league-label: WESTERN LEAGUE Premier: <box>303 926 503 942</box>
fixture-entry <box>10 115 291 147</box>
fixture-entry <box>596 155 877 187</box>
fixture-entry <box>10 83 291 115</box>
league-label: COMBINED COUNTIES LEAGUE Premier South: <box>1183 262 1458 295</box>
fixture-entry <box>10 1829 291 1926</box>
league-label: NORTH WEST COUNTIES LEAGUE Division One South: <box>1183 1946 1419 1978</box>
fixtures-text: Clipstone v Retford <box>596 786 718 802</box>
league-label: SOUTH WEST PENINSULA LEAGUE Premier West (ko 7.30pm): <box>596 656 840 689</box>
league-label: SOUTHERN COUNTIES EAST LEAGUE Premier: <box>303 424 565 456</box>
league-label: NORTHERN PREMIER LEAGUE Premier: <box>10 550 283 567</box>
league-label: COMBINED COUNTIES LEAGUE Premier North: <box>1183 100 1458 133</box>
right-edge-rule <box>1769 0 1771 2054</box>
fixture-entry <box>303 1250 584 1282</box>
fixtures-text: Ilkley Town v Harrogate Railway, Nostell MW v Dearne & District, Worsborough Bridge v Wombwell Town <box>596 1367 852 1416</box>
fixture-entry <box>303 262 584 327</box>
fixtures-text: Bridgwater United v Nailsea & Tickenham, Wellington v Mendip Broadwalk <box>596 1561 862 1594</box>
fixture-entry <box>1184 100 1465 262</box>
day-header: SATURDAY, NOVEMBER 2 <box>596 1630 876 1694</box>
